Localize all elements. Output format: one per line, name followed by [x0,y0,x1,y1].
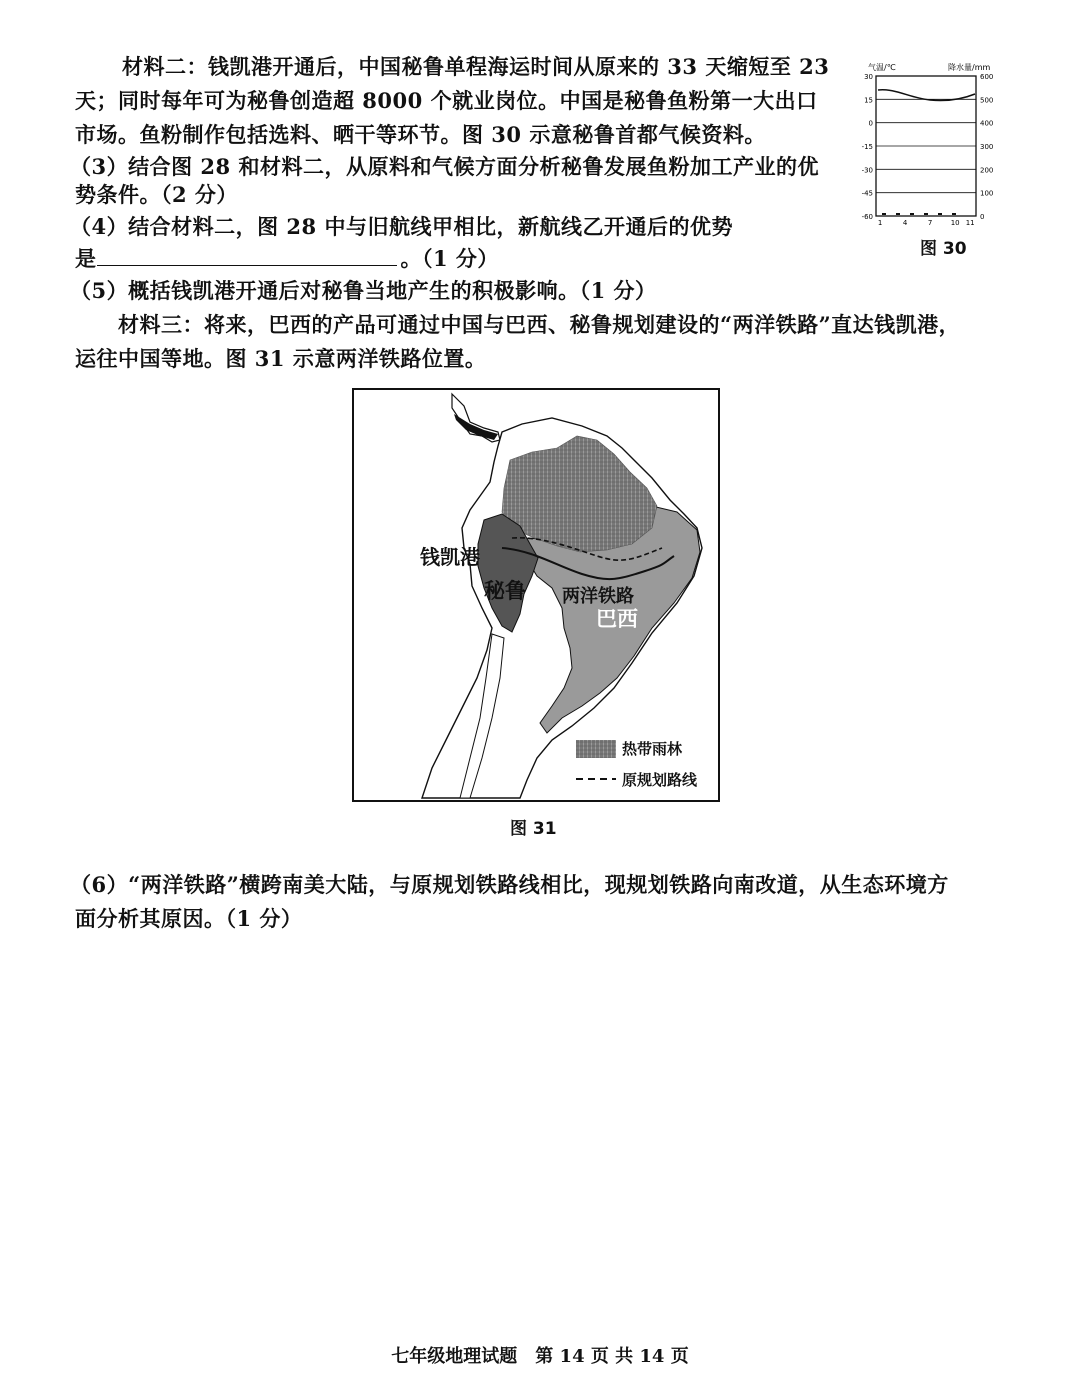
question6-line2: 面分析其原因。（1 分） [75,906,303,931]
label-peru: 秘鲁 [484,579,526,603]
temperature-tick-label: -15 [861,143,873,151]
question3-line2: 势条件。（2 分） [75,182,238,207]
precipitation-axis-ticks [980,73,993,221]
month-axis-ticks [878,219,975,227]
material3-line1: 材料三：将来，巴西的产品可通过中国与巴西、秘鲁规划建设的“两洋铁路”直达钱凯港， [118,312,961,337]
legend-rainforest-label: 热带雨林 [622,740,683,758]
question5-line1: （5）概括钱凯港开通后对秘鲁当地产生的积极影响。（1 分） [70,278,657,303]
temperature-tick-label: -30 [861,166,873,175]
temperature-axis-ticks [862,73,873,221]
temperature-tick-label: -60 [861,213,873,221]
legend-rainforest-swatch [576,740,616,758]
label-brazil: 巴西 [596,607,638,631]
figure31-caption: 图 31 [510,819,557,839]
month-tick-label: 1 [877,219,883,227]
precipitation-tick-label: 100 [980,189,994,198]
question4-line1: （4）结合材料二，图 28 中与旧航线甲相比，新航线乙开通后的优势 [70,214,733,239]
material3-line2: 运往中国等地。图 31 示意两洋铁路位置。 [75,346,487,371]
precipitation-tick-label: 200 [980,166,994,175]
month-tick-label: 10 [950,219,960,227]
answer-blank[interactable] [97,245,397,266]
question4-prefix: 是 [75,246,97,271]
climate-chart-figure30 [850,58,1000,228]
precipitation-tick-label: 400 [980,119,994,128]
material2-line2: 天；同时每年可为秘鲁创造超 8000 个就业岗位。中国是秘鲁鱼粉第一大出口 [75,88,818,113]
label-twin-ocean-railway: 两洋铁路 [562,586,634,607]
question6-line1: （6）“两洋铁路”横跨南美大陆，与原规划铁路线相比，现规划铁路向南改道，从生态环境方 [70,872,949,897]
legend-original-route-label: 原规划路线 [622,771,698,789]
precipitation-tick-label: 300 [980,143,994,151]
precipitation-tick-label: 0 [980,213,985,221]
precipitation-axis-title: 降水量/mm [948,63,991,72]
precipitation-tick-label: 500 [980,96,994,105]
page-footer: 七年级地理试题 第 14 页 共 14 页 [391,1346,689,1367]
material2-line1: 材料二：钱凯港开通后，中国秘鲁单程海运时间从原来的 33 天缩短至 23 [122,54,830,79]
temperature-tick-label: 15 [864,96,873,105]
precipitation-tick-label: 600 [980,73,994,81]
month-tick-label: 4 [902,219,908,227]
chart-gridlines [876,76,976,216]
figure30-caption: 图 30 [920,239,967,259]
south-america-map-figure31 [352,388,720,802]
temperature-tick-label: 0 [868,119,873,128]
temperature-tick-label: -45 [861,189,873,198]
label-qiankai-port: 钱凯港 [420,545,480,569]
temperature-axis-title: 气温/℃ [868,63,896,72]
month-tick-label: 7 [927,219,933,227]
material2-line3: 市场。鱼粉制作包括选料、晒干等环节。图 30 示意秘鲁首都气候资料。 [75,122,766,147]
temperature-curve [878,90,975,101]
month-tick-label: 11 [965,219,975,227]
temperature-tick-label: 30 [864,73,873,81]
question3-line1: （3）结合图 28 和材料二，从原料和气候方面分析秘鲁发展鱼粉加工产业的优 [70,154,819,179]
question4-line2 [75,244,499,274]
question4-suffix: 。（1 分） [400,246,499,271]
